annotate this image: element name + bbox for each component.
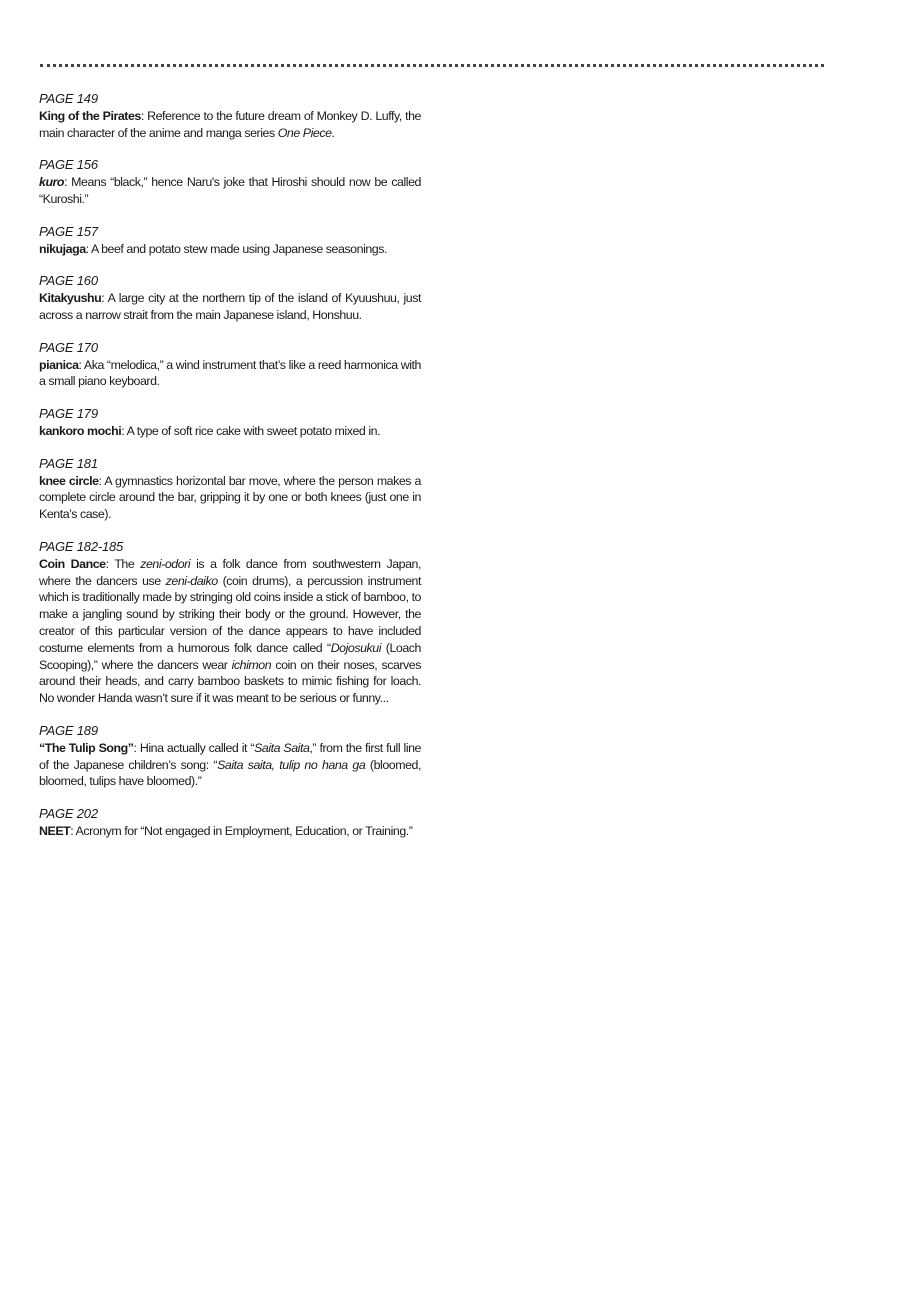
note-body [39,423,421,440]
note-page-182-185 [39,539,421,707]
page-label: PAGE 149 [39,91,98,106]
note-italic-text: Dojosukui [330,640,382,655]
note-italic-text: Saita Saita [254,740,310,755]
note-term: nikujaga [39,241,86,256]
page-label: PAGE 202 [39,806,98,822]
note-text: : Hina actually called it “ [133,740,255,755]
note-page-170 [39,340,421,390]
note-page-149 [39,91,421,141]
note-italic-text: One Piece [277,125,332,140]
page-label: PAGE 182-185 [39,538,124,554]
note-text: : Means “black,” hence Naru's joke that Hiroshi should now be called “Kuroshi.” [39,175,421,206]
page-label: PAGE 179 [39,406,98,422]
note-text: (coin drums), a percussion instrument which is traditionally made by stringing old coins inside a stick of bamboo, to make a jangling sound by striking their body or the ground. However, the creator of this particular version of the dance appears to have included costume elements from a humorous folk dance called “ [39,573,421,655]
page-label: PAGE 181 [39,455,98,471]
note-text: : A beef and potato stew made using Japanese seasonings. [85,241,387,256]
note-term: kuro [39,175,65,190]
note-page-156 [39,157,421,207]
note-text: : Aka “melodica,” a wind instrument that’s like a reed harmonica with a small piano keyboard. [39,357,421,389]
note-term: “The Tulip Song” [39,740,134,755]
note-page-202 [39,806,421,840]
note-italic-text: zeni-daiko [165,573,218,588]
translation-notes [39,91,421,856]
note-body [39,290,421,324]
note-body [39,241,421,258]
note-page-189 [39,723,421,790]
note-text: : The [105,556,141,571]
note-term: Coin Dance [39,556,106,571]
note-term: NEET [39,823,71,838]
note-term: kankoro mochi [39,423,122,438]
note-term: Kitakyushu [39,291,102,306]
note-text: : A gymnastics horizontal bar move, where the person makes a complete circle around the bar, gripping it by one or both knees (just one in Kenta’s case). [39,473,421,522]
note-term: King of the Pirates [39,108,141,123]
note-term: knee circle [39,473,99,488]
note-page-179 [39,406,421,440]
note-text: . [331,125,335,140]
note-italic-text: ichimon [231,657,272,672]
note-text: (bloomed, bloomed, tulips have bloomed).” [39,757,421,789]
page-label: PAGE 160 [39,273,98,289]
note-text: ,” from the first full line of the Japanese children’s song: “ [39,740,422,772]
note-page-160 [39,273,421,323]
note-page-181 [39,456,421,523]
note-text: : Acronym for “Not engaged in Employment, Education, or Training.” [70,823,413,838]
dotted-divider [40,64,824,67]
note-term: pianica [39,357,79,372]
note-text: coin on their noses, scarves around their heads, and carry bamboo baskets to mimic fishing for loach. No wonder Handa wasn’t sure if it was meant to be serious or funny... [39,657,421,706]
note-body [39,823,421,840]
note-text: is a folk dance from southwestern Japan, where the dancers use [39,556,421,588]
note-body [39,473,421,523]
note-body [39,556,421,707]
page-label: PAGE 157 [39,223,98,239]
note-text: : Reference to the future dream of Monkey D. Luffy, the main character of the anime and manga series [39,108,421,140]
page-label: PAGE 170 [39,339,98,355]
note-italic-text: zeni-odori [140,556,191,571]
page-label: PAGE 189 [39,722,98,738]
note-text: (Loach Scooping),” where the dancers wear [39,640,421,672]
note-body [39,174,421,208]
note-text: : A type of soft rice cake with sweet potato mixed in. [121,423,381,438]
note-body [39,108,421,142]
note-body [39,357,421,391]
note-body [39,740,421,790]
note-page-157 [39,224,421,258]
page-label: PAGE 156 [39,157,98,173]
note-italic-text: Saita saita, tulip no hana ga [217,757,366,772]
note-text: : A large city at the northern tip of the island of Kyuushuu, just across a narrow strait from the main Japanese island, Honshuu. [39,291,421,322]
